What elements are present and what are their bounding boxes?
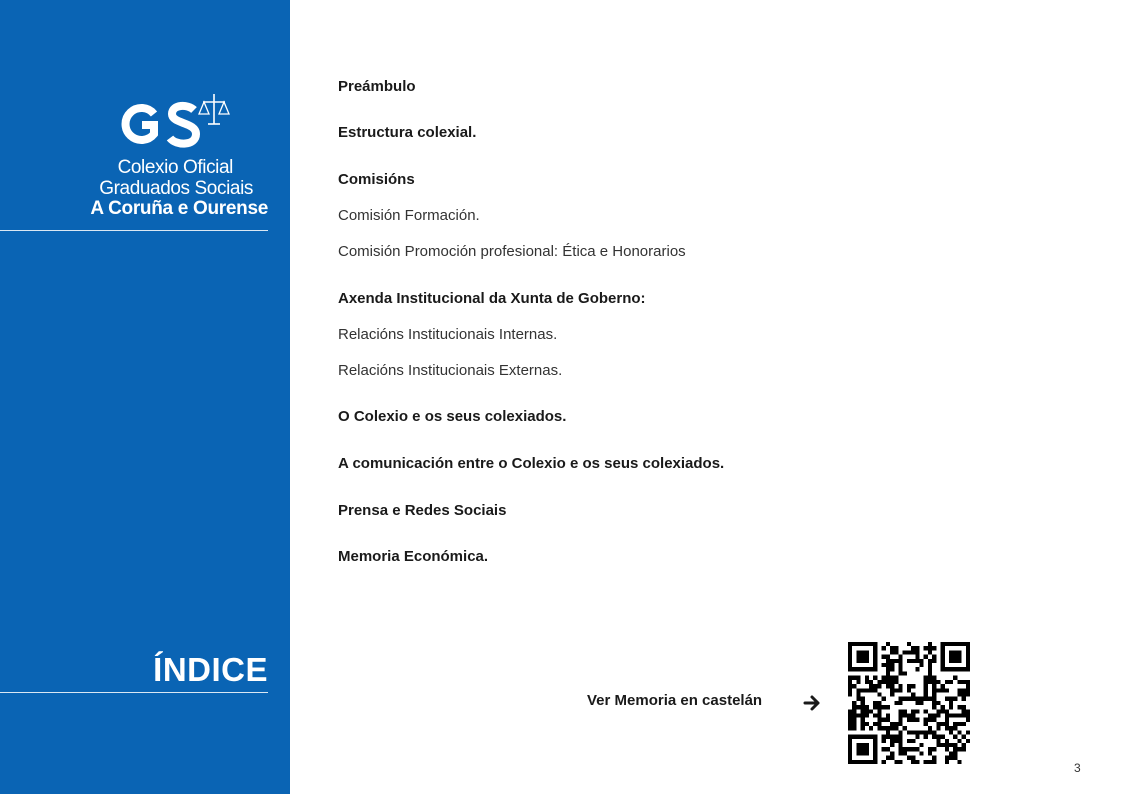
section-title: ÍNDICE <box>153 651 268 688</box>
toc-item-prensa[interactable]: Prensa e Redes Sociais <box>338 502 507 519</box>
logo-text-line1: Colexio Oficial <box>117 157 233 178</box>
gs-scales-logo-icon <box>120 92 230 154</box>
spanish-version-link[interactable]: Ver Memoria en castelán <box>587 692 763 709</box>
sidebar-divider-top <box>0 230 268 231</box>
logo-text-line3: A Coruña e Ourense <box>90 198 268 219</box>
arrow-right-icon[interactable] <box>803 693 823 713</box>
toc-item-estructura[interactable]: Estructura colexial. <box>338 124 477 141</box>
toc-item-comisions[interactable]: Comisións <box>338 171 415 188</box>
toc-item-comision-formacion[interactable]: Comisión Formación. <box>338 207 480 224</box>
sidebar-divider-bottom <box>0 692 268 693</box>
toc-item-preambulo[interactable]: Preámbulo <box>338 78 416 95</box>
toc-item-relacions-internas[interactable]: Relacións Institucionais Internas. <box>338 326 558 343</box>
toc-item-colexio[interactable]: O Colexio e os seus colexiados. <box>338 408 567 425</box>
toc-item-comision-promocion[interactable]: Comisión Promoción profesional: Ética e Honorarios <box>338 243 686 260</box>
page-number: 3 <box>1074 761 1081 775</box>
sidebar <box>0 0 290 794</box>
toc-item-memoria-economica[interactable]: Memoria Económica. <box>338 548 489 565</box>
toc-item-relacions-externas[interactable]: Relacións Institucionais Externas. <box>338 362 563 379</box>
qr-code-icon[interactable] <box>848 642 970 764</box>
toc-item-axenda[interactable]: Axenda Institucional da Xunta de Goberno: <box>338 290 646 307</box>
logo-text-line2: Graduados Sociais <box>99 178 253 199</box>
toc-item-comunicacion[interactable]: A comunicación entre o Colexio e os seus colexiados. <box>338 455 725 472</box>
